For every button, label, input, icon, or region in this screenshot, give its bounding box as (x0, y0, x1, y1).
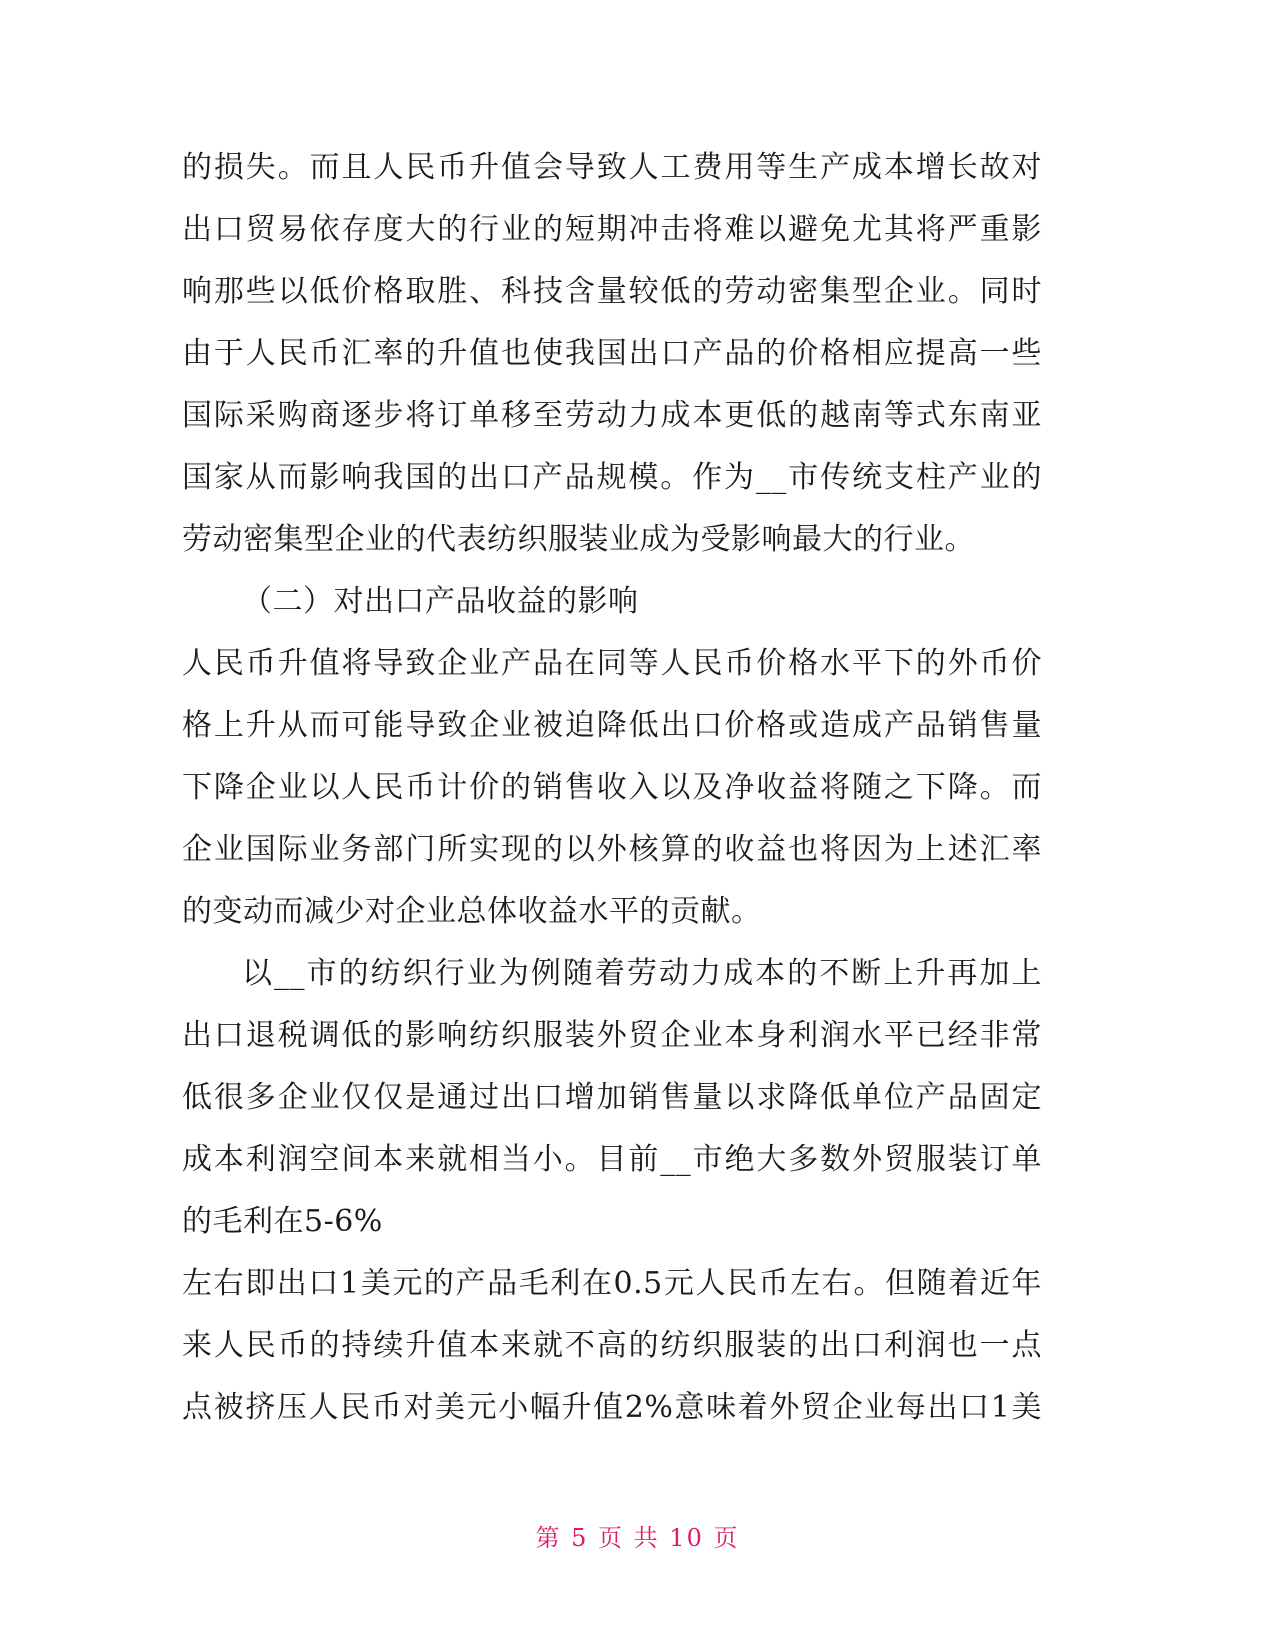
text-line: 点被挤压人民币对美元小幅升值2%意味着外贸企业每出口1美 (182, 1390, 1042, 1425)
page-number-footer: 第 5 页 共 10 页 (535, 1524, 740, 1552)
text-line: 的毛利在5-6% (182, 1204, 383, 1239)
text-line: 格上升从而可能导致企业被迫降低出口价格或造成产品销售量 (182, 708, 1042, 743)
body-text (182, 137, 1042, 1439)
text-line: 的损失。而且人民币升值会导致人工费用等生产成本增长故对 (182, 150, 1042, 185)
text-line: 成本利润空间本来就相当小。目前__市绝大多数外贸服装订单 (182, 1142, 1042, 1177)
text-line: 由于人民币汇率的升值也使我国出口产品的价格相应提高一些 (182, 336, 1042, 371)
text-line: 左右即出口1美元的产品毛利在0.5元人民币左右。但随着近年 (182, 1266, 1042, 1301)
text-line: 低很多企业仅仅是通过出口增加销售量以求降低单位产品固定 (182, 1080, 1042, 1115)
text-line: 国际采购商逐步将订单移至劳动力成本更低的越南等式东南亚 (182, 398, 1042, 433)
text-line: 来人民币的持续升值本来就不高的纺织服装的出口利润也一点 (182, 1328, 1042, 1363)
text-line: 出口退税调低的影响纺织服装外贸企业本身利润水平已经非常 (182, 1018, 1042, 1053)
text-line: 的变动而减少对企业总体收益水平的贡献。 (182, 894, 762, 929)
text-line: 出口贸易依存度大的行业的短期冲击将难以避免尤其将严重影 (182, 212, 1042, 247)
text-line: 企业国际业务部门所实现的以外核算的收益也将因为上述汇率 (182, 832, 1042, 867)
text-line: 下降企业以人民币计价的销售收入以及净收益将随之下降。而 (182, 770, 1042, 805)
text-line: 国家从而影响我国的出口产品规模。作为__市传统支柱产业的 (182, 460, 1042, 495)
text-line: 劳动密集型企业的代表纺织服装业成为受影响最大的行业。 (182, 522, 975, 557)
section-heading: （二）对出口产品收益的影响 (242, 584, 639, 619)
text-line: 人民币升值将导致企业产品在同等人民币价格水平下的外币价 (182, 646, 1042, 681)
text-line: 响那些以低价格取胜、科技含量较低的劳动密集型企业。同时 (182, 274, 1042, 309)
paragraph-first-line: 以__市的纺织行业为例随着劳动力成本的不断上升再加上 (242, 956, 1042, 991)
